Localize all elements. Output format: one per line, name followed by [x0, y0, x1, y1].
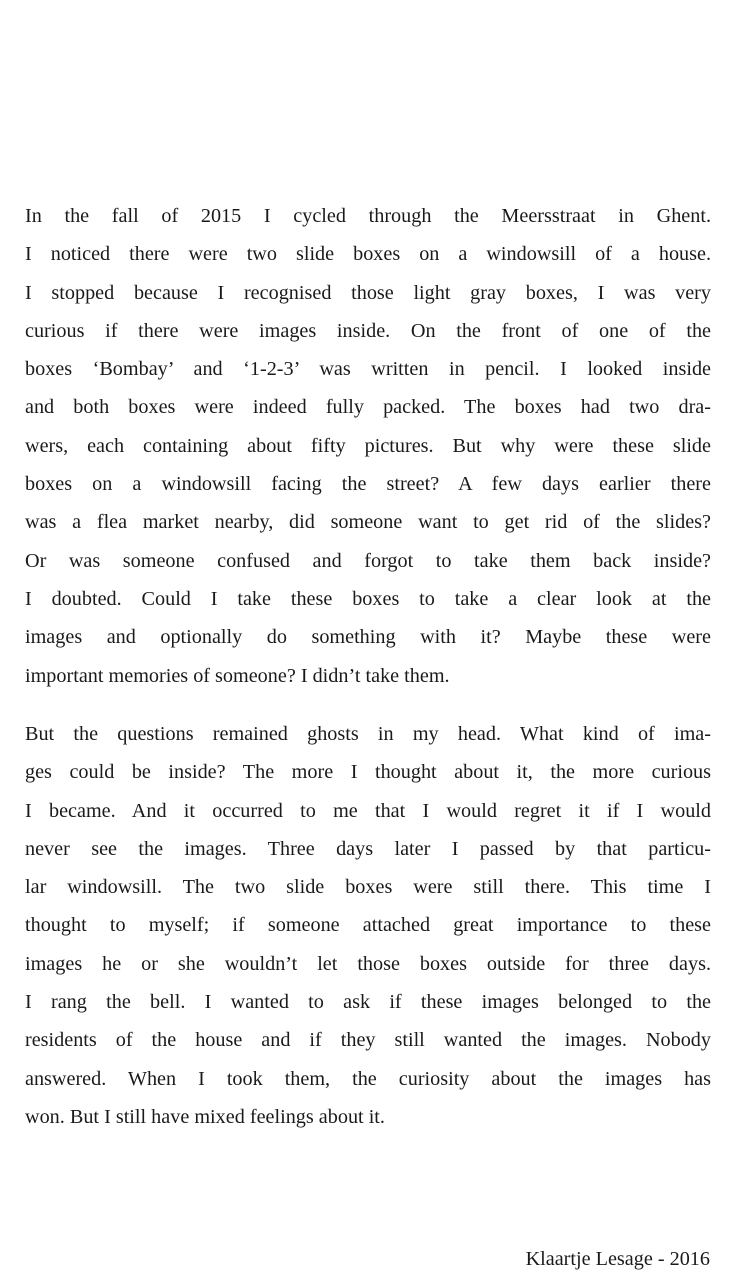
- paragraph-1: [25, 197, 711, 695]
- text-line: residents of the house and if they still wanted the images. Nobody: [25, 1029, 711, 1052]
- text-line: Or was someone confused and forgot to take them back inside?: [25, 549, 711, 572]
- text-line: thought to myself; if someone attached great importance to these: [25, 914, 711, 937]
- paragraph-2: [25, 715, 711, 1136]
- author-signature: Klaartje Lesage - 2016: [525, 1248, 710, 1270]
- text-line: ges could be inside? The more I thought about it, the more curious: [25, 761, 711, 784]
- text-line: was a flea market nearby, did someone want to get rid of the slides?: [25, 511, 711, 534]
- text-line: won. But I still have mixed feelings about it.: [25, 1105, 385, 1128]
- text-line: But the questions remained ghosts in my head. What kind of ima-: [25, 723, 711, 745]
- text-line: I became. And it occurred to me that I would regret it if I would: [25, 799, 711, 822]
- text-line: images he or she wouldn’t let those boxes outside for three days.: [25, 952, 711, 975]
- text-line: boxes on a windowsill facing the street? A few days earlier there: [25, 473, 711, 496]
- text-line: curious if there were images inside. On the front of one of the: [25, 319, 711, 342]
- text-line: I rang the bell. I wanted to ask if these images belonged to the: [25, 991, 711, 1014]
- text-line: images and optionally do something with it? Maybe these were: [25, 626, 711, 649]
- text-line: lar windowsill. The two slide boxes were still there. This time I: [25, 876, 711, 899]
- text-line: boxes ‘Bombay’ and ‘1-2-3’ was written in pencil. I looked inside: [25, 358, 711, 381]
- text-line: and both boxes were indeed fully packed. The boxes had two dra-: [25, 396, 711, 419]
- text-line: In the fall of 2015 I cycled through the Meersstraat in Ghent.: [25, 205, 711, 227]
- text-line: wers, each containing about fifty pictures. But why were these slide: [25, 434, 711, 457]
- text-line: never see the images. Three days later I passed by that particu-: [25, 837, 711, 860]
- text-line: I doubted. Could I take these boxes to take a clear look at the: [25, 587, 711, 610]
- text-line: I stopped because I recognised those light gray boxes, I was very: [25, 281, 711, 304]
- text-line: important memories of someone? I didn’t take them.: [25, 664, 450, 687]
- text-line: answered. When I took them, the curiosity about the images has: [25, 1067, 711, 1090]
- text-line: I noticed there were two slide boxes on a windowsill of a house.: [25, 243, 711, 266]
